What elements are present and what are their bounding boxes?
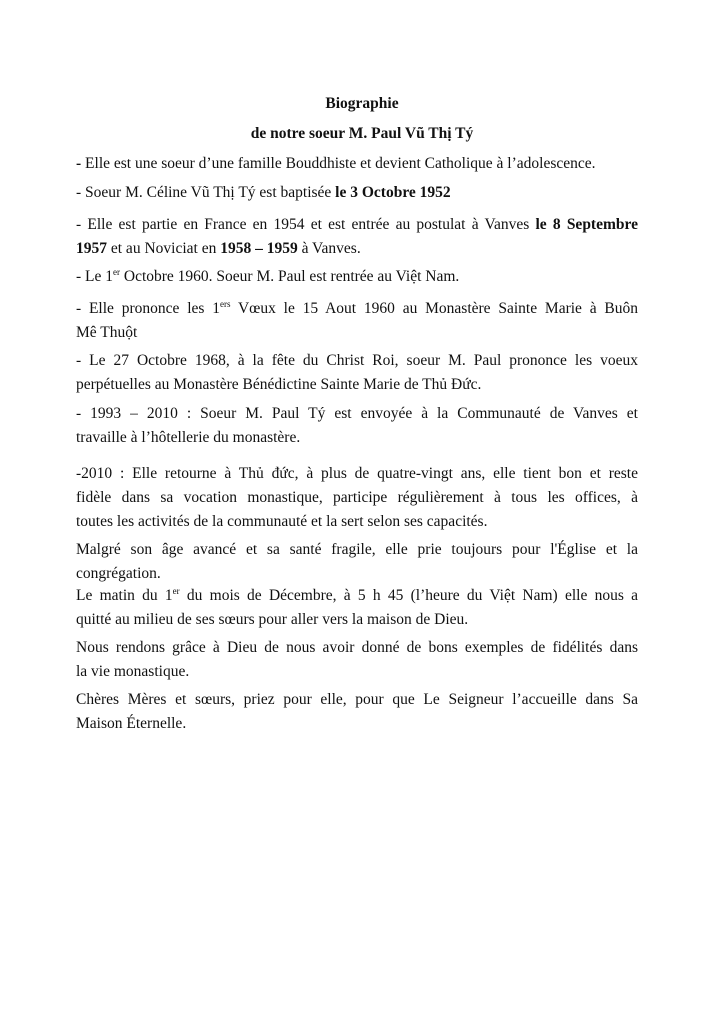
paragraph-line: Chères Mères et sœurs, priez pour elle, pour que Le Seigneur l’accueille dans Sa (76, 691, 638, 708)
conversion-text: Elle est une soeur d’une famille Bouddhiste et devient Catholique à l’adolescence. (81, 155, 596, 172)
paragraph-line: -2010 : Elle retourne à Thủ đức, à plus de quatre-vingt ans, elle tient bon et reste (76, 465, 638, 482)
paragraph-line (76, 237, 638, 261)
paragraph-line (76, 213, 638, 237)
paragraph-line (76, 297, 638, 321)
paragraph-line: toutes les activités de la communauté et la sert selon ses capacités. (76, 513, 488, 530)
postulat-date: le 8 Septembre (535, 216, 638, 233)
paragraph-gratitude (76, 636, 638, 684)
ordinal-superscript: er (113, 267, 121, 277)
paragraph-line: Maison Éternelle. (76, 715, 187, 732)
paragraph-conversion (76, 152, 638, 176)
paragraph-request (76, 688, 638, 736)
paragraph-line: Malgré son âge avancé et sa santé fragile, elle prie toujours pour l'Église et la (76, 541, 638, 558)
document-subtitle: de notre soeur M. Paul Vũ Thị Tý (250, 125, 474, 142)
ordinal-superscript: er (172, 586, 180, 596)
paragraph-line: travaille à l’hôtellerie du monastère. (76, 429, 301, 446)
death-text-start: Le matin du 1 (76, 587, 173, 604)
paragraph-prayer (76, 538, 638, 586)
paragraph-line: congrégation. (76, 565, 161, 582)
paragraph-line: quitté au milieu de ses sœurs pour aller vers la maison de Dieu. (76, 611, 469, 628)
noviciat-text: et au Noviciat en (107, 240, 221, 257)
paragraph-line (76, 265, 638, 289)
postulat-year: 1957 (76, 240, 107, 257)
paragraph-line: - 1993 – 2010 : Soeur M. Paul Tý est envoyée à la Communauté de Vanves et (76, 405, 638, 422)
paragraph-line: fidèle dans sa vocation monastique, participe régulièrement à tous les offices, à (76, 489, 638, 506)
noviciat-years: 1958 – 1959 (220, 240, 298, 257)
postulat-text: - Elle est partie en France en 1954 et est entrée au postulat à Vanves (76, 216, 536, 233)
paragraph-first-vows (76, 297, 638, 345)
paragraph-baptism (76, 181, 638, 205)
document-title: Biographie (325, 95, 399, 112)
paragraph-line: perpétuelles au Monastère Bénédictine Sainte Marie de Thủ Đức. (76, 376, 482, 393)
baptism-text: - Soeur M. Céline Vũ Thị Tý est baptisée (76, 184, 336, 201)
vows-text-end: Vœux le 15 Aout 1960 au Monastère Sainte Marie à Buôn (230, 300, 638, 317)
paragraph-perpetual-vows (76, 349, 638, 397)
paragraph-line (76, 181, 638, 205)
paragraph-line (76, 152, 638, 176)
ordinal-superscript: ers (219, 299, 231, 309)
paragraph-postulat (76, 213, 638, 261)
paragraph-line: la vie monastique. (76, 663, 190, 680)
paragraph-line: Nous rendons grâce à Dieu de nous avoir donné de bons exemples de fidélités dans (76, 639, 638, 656)
paragraph-line: Mê Thuột (76, 324, 138, 341)
baptism-date: le 3 Octobre 1952 (335, 184, 451, 201)
return-text-end: Octobre 1960. Soeur M. Paul est rentrée au Việt Nam. (120, 268, 460, 285)
return-text-start: - Le 1 (76, 268, 114, 285)
paragraph-2010 (76, 462, 638, 534)
death-text-end: du mois de Décembre, à 5 h 45 (l’heure du Việt Nam) elle nous a (179, 587, 638, 604)
bold-dash: - (76, 155, 82, 172)
paragraph-vanves (76, 402, 638, 450)
paragraph-line (76, 584, 638, 608)
vows-text-start: - Elle prononce les 1 (76, 300, 220, 317)
paragraph-line: - Le 27 Octobre 1968, à la fête du Christ Roi, soeur M. Paul prononce les voeux (76, 352, 638, 369)
paragraph-return (76, 265, 638, 289)
paragraph-death (76, 584, 638, 632)
noviciat-place: à Vanves. (297, 240, 361, 257)
